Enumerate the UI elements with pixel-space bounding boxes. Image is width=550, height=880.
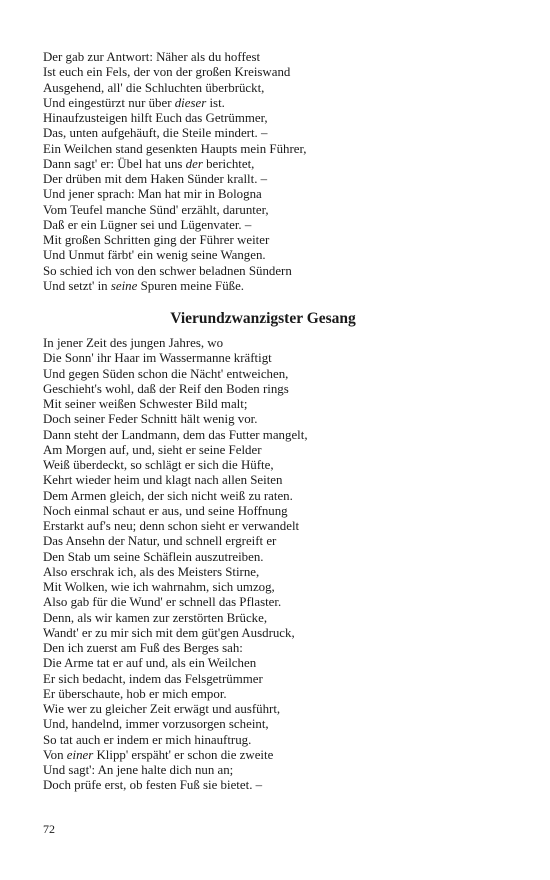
verse-line — [43, 412, 513, 427]
verse-line — [43, 473, 513, 488]
verse-line — [43, 336, 513, 351]
verse-line — [43, 595, 513, 610]
verse-text: Und, handelnd, immer vorzusorgen scheint, — [43, 717, 269, 732]
verse-stanza-2 — [43, 336, 513, 794]
verse-line — [43, 233, 513, 248]
verse-line — [43, 641, 513, 656]
verse-text: Hinaufzusteigen hilft Euch das Getrümmer, — [43, 111, 268, 125]
verse-text: Mit seiner weißen Schwester Bild malt; — [43, 397, 248, 411]
verse-line — [43, 565, 513, 580]
verse-text: Er überschaute, hob er mich empor. — [43, 686, 227, 701]
verse-text: Dann steht der Landmann, dem das Futter mangelt, — [43, 427, 308, 442]
verse-text: Klipp' erspäht' er schon die zweite — [93, 747, 274, 762]
verse-line — [43, 443, 513, 458]
verse-line — [43, 611, 513, 626]
verse-text: Weiß überdeckt, so schlägt er sich die Hüfte, — [43, 458, 274, 472]
verse-text: Den ich zuerst am Fuß des Berges sah: — [43, 641, 243, 655]
verse-line — [43, 351, 513, 366]
verse-text: Wie wer zu gleicher Zeit erwägt und ausführt, — [43, 702, 281, 716]
verse-text: Ist euch ein Fels, der von der großen Kreiswand — [43, 65, 291, 80]
verse-text: Noch einmal schaut er aus, und seine Hoffnung — [43, 503, 288, 518]
verse-text: Der drüben mit dem Haken Sünder krallt. – — [43, 172, 268, 186]
verse-text: Wandt' er zu mir sich mit dem güt'gen Ausdruck, — [43, 625, 295, 640]
verse-text: Kehrt wieder heim und klagt nach allen Seiten — [43, 473, 283, 488]
emphasized-word: einer — [66, 747, 94, 762]
verse-text: Ausgehend, all' die Schluchten überbrückt, — [43, 80, 265, 95]
page-body — [43, 50, 513, 794]
verse-line — [43, 672, 513, 687]
canto-heading: Vierundzwanzigster Gesang — [170, 310, 356, 327]
verse-text: Geschieht's wohl, daß der Reif den Boden rings — [43, 381, 289, 396]
verse-text: Und setzt' in — [43, 278, 111, 293]
verse-line — [43, 65, 513, 80]
verse-text: Dann sagt' er: Übel hat uns — [43, 156, 186, 171]
verse-text: Erstarkt auf's neu; denn schon sieht er verwandelt — [43, 519, 300, 533]
verse-text: Und sagt': An jene halte dich nun an; — [43, 763, 234, 777]
verse-line — [43, 763, 513, 778]
verse-text: Und jener sprach: Man hat mir in Bologna — [43, 187, 262, 202]
verse-line — [43, 458, 513, 473]
verse-text: In jener Zeit des jungen Jahres, wo — [43, 336, 224, 350]
verse-text: Ein Weilchen stand gesenkten Haupts mein Führer, — [43, 141, 307, 156]
verse-text: Und eingestürzt nur über — [43, 95, 175, 110]
verse-text: Das, unten aufgehäuft, die Steile mindert. – — [43, 126, 268, 141]
verse-text: Mit Wolken, wie ich wahrnahm, sich umzog, — [43, 580, 275, 594]
verse-line — [43, 50, 513, 65]
verse-line — [43, 142, 513, 157]
emphasized-word: seine — [110, 278, 138, 293]
verse-line — [43, 717, 513, 732]
verse-text: Denn, als wir kamen zur zerstörten Brücke, — [43, 610, 268, 625]
verse-text: Doch prüfe erst, ob festen Fuß sie bietet. – — [43, 778, 263, 793]
verse-text: Er sich bedacht, indem das Felsgetrümmer — [43, 671, 263, 686]
verse-text: Am Morgen auf, und, sieht er seine Felder — [43, 442, 262, 457]
verse-line — [43, 733, 513, 748]
verse-text: So schied ich von den schwer beladnen Sündern — [43, 263, 292, 278]
verse-text: Der gab zur Antwort: Näher als du hoffest — [43, 50, 261, 64]
verse-line — [43, 367, 513, 382]
verse-text: Vom Teufel manche Sünd' erzählt, darunter, — [43, 202, 269, 217]
verse-line — [43, 489, 513, 504]
verse-text: Doch seiner Feder Schnitt hält wenig vor. — [43, 412, 258, 427]
verse-line — [43, 702, 513, 717]
verse-line — [43, 172, 513, 187]
verse-text: Den Stab um seine Schäflein auszutreiben. — [43, 549, 264, 564]
verse-text: Die Arme tat er auf und, als ein Weilchen — [43, 656, 257, 671]
verse-line — [43, 382, 513, 397]
verse-line — [43, 626, 513, 641]
emphasized-word: der — [185, 156, 203, 171]
verse-line — [43, 550, 513, 565]
verse-line — [43, 504, 513, 519]
verse-line — [43, 81, 513, 96]
verse-line — [43, 203, 513, 218]
verse-text: Und gegen Süden schon die Nächt' entweichen, — [43, 366, 289, 381]
verse-line — [43, 279, 513, 294]
verse-line — [43, 656, 513, 671]
verse-line — [43, 534, 513, 549]
verse-line — [43, 264, 513, 279]
verse-line — [43, 96, 513, 111]
verse-line — [43, 157, 513, 172]
verse-line — [43, 397, 513, 412]
verse-line — [43, 580, 513, 595]
verse-line — [43, 111, 513, 126]
verse-line — [43, 778, 513, 793]
verse-line — [43, 218, 513, 233]
emphasized-word: dieser — [174, 95, 207, 110]
verse-text: ist. — [206, 95, 225, 110]
verse-line — [43, 248, 513, 263]
verse-text: Also erschrak ich, als des Meisters Stirne, — [43, 564, 260, 579]
verse-text: Also gab für die Wund' er schnell das Pflaster. — [43, 595, 282, 610]
verse-line — [43, 126, 513, 141]
verse-text: Die Sonn' ihr Haar im Wassermanne kräftigt — [43, 351, 272, 366]
verse-text: Dem Armen gleich, der sich nicht weiß zu raten. — [43, 488, 293, 503]
verse-line — [43, 748, 513, 763]
verse-stanza-1 — [43, 50, 513, 294]
verse-text: Mit großen Schritten ging der Führer weiter — [43, 233, 270, 247]
verse-text: Spuren meine Füße. — [137, 278, 245, 293]
verse-line — [43, 187, 513, 202]
verse-text: berichtet, — [202, 156, 255, 171]
page-number: 72 — [43, 822, 55, 836]
verse-text: Und Unmut färbt' ein wenig seine Wangen. — [43, 248, 266, 263]
verse-text: So tat auch er indem er mich hinauftrug. — [43, 732, 252, 747]
verse-line — [43, 428, 513, 443]
verse-line — [43, 519, 513, 534]
verse-line — [43, 687, 513, 702]
verse-text: Das Ansehn der Natur, und schnell ergreift er — [43, 534, 277, 549]
verse-text: Daß er ein Lügner sei und Lügenvater. – — [43, 217, 252, 232]
verse-text: Von — [43, 747, 67, 762]
